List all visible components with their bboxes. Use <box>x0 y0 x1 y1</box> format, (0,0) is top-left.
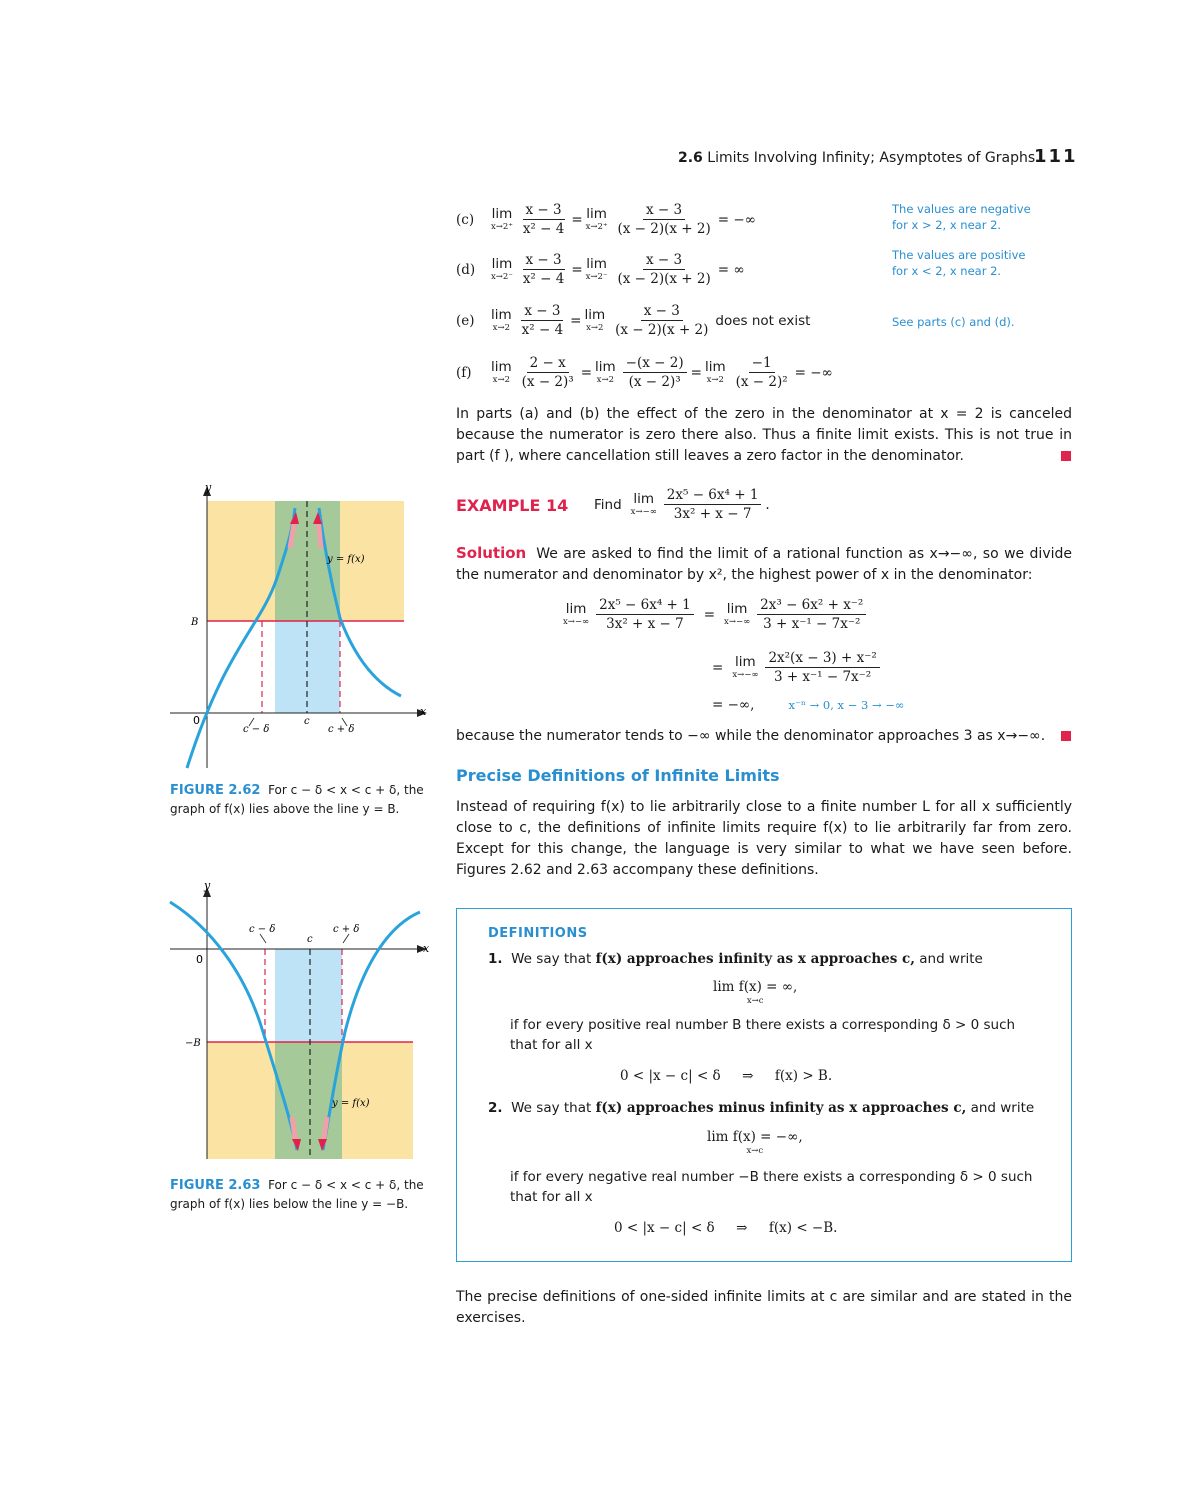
fig63-c-plus-label: c + δ <box>333 924 360 935</box>
fig62-caption: FIGURE 2.62 For c − δ < x < c + δ, the graph of f(x) lies above the line y = B. <box>170 783 424 816</box>
solution-step-3: = −∞, x⁻ⁿ → 0, x − 3 → −∞ <box>712 697 905 713</box>
definition-1-implication: 0 < |x − c| < δ ⇒ f(x) > B. <box>620 1068 833 1084</box>
part-e: (e) lim x→2 $\frac{x - 3}{\text{x² − 4}}$ = lim x→2 $\frac{x - 3}{(x - 2)(x + 2)}$ does not exist <box>456 303 811 338</box>
definition-1-condition: if for every positive real number B there exists a corresponding δ > 0 such that for all x <box>510 1017 1016 1053</box>
solution-step-1: lim x→−∞ $\frac{\text{2x⁵ − 6x⁴ + 1}}{\text{3x² + x − 7}}$ = lim x→−∞ $\frac{\text{2x³ − 6x² + x⁻²}}{\text{3 + x⁻¹ − 7x⁻²}}$ <box>560 597 870 632</box>
fig62-origin: 0 <box>193 714 200 727</box>
section-heading: Precise Definitions of Infinite Limits <box>456 766 780 785</box>
fig63-y-label: y <box>204 879 211 892</box>
example-problem: Find lim x→−∞ $\frac{\text{2x⁵ − 6x⁴ + 1}}{\text{3x² + x − 7}}$ . <box>594 487 770 522</box>
fig62-b-label: B <box>191 617 199 628</box>
example-label: EXAMPLE 14 <box>456 496 569 515</box>
definition-2-implication: 0 < |x − c| < δ ⇒ f(x) < −B. <box>614 1220 838 1236</box>
fig63-caption: FIGURE 2.63 For c − δ < x < c + δ, the graph of f(x) lies below the line y = −B. <box>170 1178 424 1211</box>
note-d: The values are positive for x < 2, x near 2. <box>892 248 1026 278</box>
running-header: 2.6 Limits Involving Infinity; Asymptotes of Graphs <box>678 150 1036 166</box>
part-f: (f) lim x→2 $\frac{2 - x}{\text{(x − 2)³}}$ = lim x→2 $\frac{-(x - 2)}{\text{(x − 2)³}}$ = lim x→2 $\frac{-1}{\text{(x − 2)²}}$ = −∞ <box>456 355 833 390</box>
fig63-tick-cpd <box>343 934 349 943</box>
solution-conclusion: because the numerator tends to −∞ while the denominator approaches 3 as x→−∞. <box>456 728 1046 744</box>
fig62-c-plus-label: c + δ <box>328 724 355 735</box>
definition-2-condition: if for every negative real number −B there exists a corresponding δ > 0 such that for all x <box>510 1169 1033 1205</box>
definition-1-limit: lim f(x) = ∞, $^{x\to c}$ <box>713 979 798 1006</box>
definition-1: 1. We say that f(x) approaches infinity as x approaches c, and write <box>488 951 983 967</box>
fig62-c-label: c <box>304 716 310 727</box>
fig63-origin: 0 <box>196 953 203 966</box>
page-number: 111 <box>1034 146 1078 167</box>
fig62-x-label: x <box>420 705 427 718</box>
precise-text: Instead of requiring f(x) to lie arbitrarily close to a finite number L for all x sufficiently close to c, the definitions of infinite limits require f(x) to lie arbitrarily far from zero. Except for this change, the language is very similar to what we have seen before. Figures 2.62 and 2.63 accompany these definitions. <box>456 799 1072 878</box>
definitions-heading: DEFINITIONS <box>488 926 588 941</box>
definitions-box <box>456 908 1072 1262</box>
fig62-curve-label: y = f(x) <box>327 554 365 565</box>
definition-2: 2. We say that f(x) approaches minus infinity as x approaches c, and write <box>488 1100 1035 1116</box>
figure-2-62 <box>165 478 445 778</box>
part-c: (c) lim x→2⁺ $\frac{x - 3}{\text{x² − 4}}$ = lim x→2⁺ $\frac{x - 3}{(x - 2)(x + 2)}$ = −∞ <box>456 202 756 237</box>
closing-text: The precise definitions of one-sided infinite limits at c are similar and are stated in the exercises. <box>456 1289 1072 1326</box>
fig63-c-minus-label: c − δ <box>249 924 276 935</box>
paragraph-cancellation: In parts (a) and (b) the effect of the zero in the denominator at x = 2 is canceled because the numerator is zero there also. Thus a finite limit exists. This is not true in part (f ), where cancellation still leaves a zero factor in the denominator. <box>456 406 1072 464</box>
figure-2-63 <box>165 872 445 1167</box>
fig63-curve-label: y = f(x) <box>332 1098 370 1109</box>
fig63-c-label: c <box>307 934 313 945</box>
fig63-tick-cmd <box>260 934 266 943</box>
fig63-x-label: x <box>423 942 430 955</box>
end-square-2 <box>1061 731 1071 741</box>
note-c: The values are negative for x > 2, x near 2. <box>892 202 1031 232</box>
solution-text: Solution We are asked to find the limit of a rational function as x→−∞, so we divide the numerator and denominator by x², the highest power of x in the denominator: <box>456 544 1072 583</box>
fig63-b-label: −B <box>185 1038 201 1049</box>
part-d: (d) lim x→2⁻ $\frac{x - 3}{\text{x² − 4}}$ = lim x→2⁻ $\frac{x - 3}{(x - 2)(x + 2)}$ = ∞ <box>456 252 745 287</box>
fig62-y-label: y <box>205 481 212 494</box>
solution-step-2: = lim x→−∞ $\frac{\text{2x²(x − 3) + x⁻²}}{\text{3 + x⁻¹ − 7x⁻²}}$ <box>712 650 884 685</box>
note-e: See parts (c) and (d). <box>892 315 1015 329</box>
definition-2-limit: lim f(x) = −∞, $^{x\to c}$ <box>707 1129 803 1156</box>
fig63-lightblue-region <box>275 949 342 1042</box>
fig62-c-minus-label: c − δ <box>243 724 270 735</box>
end-square <box>1061 451 1071 461</box>
